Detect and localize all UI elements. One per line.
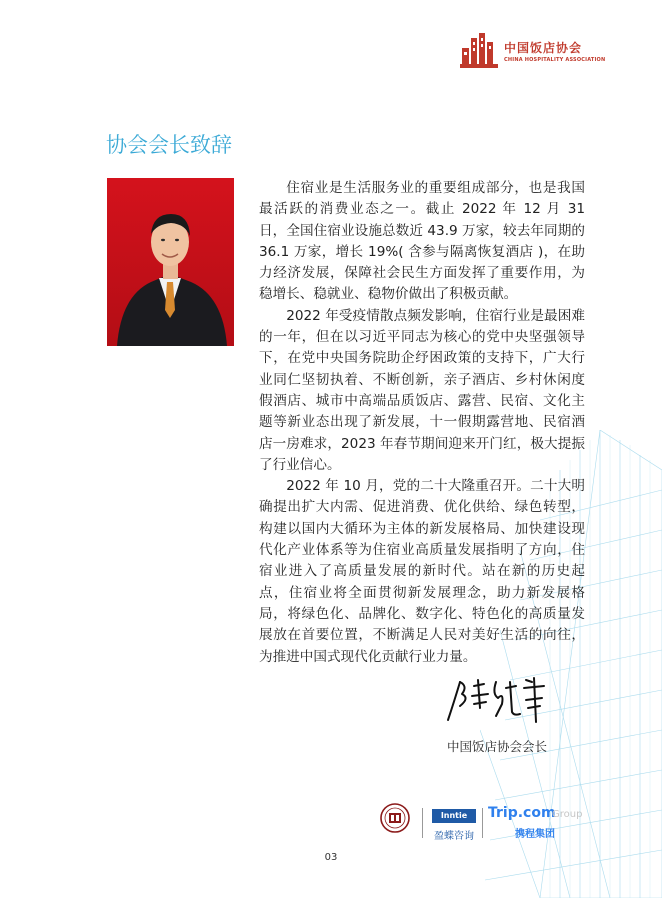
association-logo-mark [460,30,500,70]
president-portrait [107,178,234,346]
tripcom-name-cn: 携程集团 [515,829,555,840]
association-logo [460,30,640,74]
sponsor-divider [482,808,483,838]
signer-title: 中国饭店协会会长 [447,739,548,754]
association-name-cn: 中国饭店协会 [504,41,583,55]
university-badge-icon [380,803,410,833]
inntie-name-cn: 盈蝶咨询 [434,831,474,842]
tripcom-logo: Trip.com [488,805,556,821]
speech-paragraph-2: 2022 年受疫情散点频发影响，住宿行业是最困难的一年，但在以习近平同志为核心的党中央坚强领导下，在党中央国务院助企纾困政策的支持下，广大行业同仁坚韧执着、不断创新，亲子酒店、乡村休闲度假酒店、城市中高端品质饭店、露营、民宿、文化主题等新业态出现了新发展，十一假期露营地、民宿酒店一房难求，2023 年春节期间迎来开门红，极大提振了行业信心。 [259,307,585,473]
inntie-logo: Inntie [432,809,476,823]
speech-paragraph-3: 2022 年 10 月，党的二十大隆重召开。二十大明确提出扩大内需、促进消费、优化供给、绿色转型，构建以国内大循环为主体的新发展格局、加快建设现代化产业体系等为住宿业高质量发展指明了方向，住宿业进入了高质量发展的新时代。站在新的历史起点，住宿业将全面贯彻新发展理念，助力新发展格局，将绿色化、品牌化、数字化、特色化的高质量发展放在首要位置，不断满足人民对美好生活的向往，为推进中国式现代化贡献行业力量。 [259,478,585,665]
association-name-en: CHINA HOSPITALITY ASSOCIATION [504,57,606,63]
speech-body [259,178,585,668]
page-heading: 协会会长致辞 [106,133,232,157]
tripcom-group-text: Group [552,809,583,820]
sponsor-divider [422,808,423,838]
page-number: 03 [324,852,338,863]
handwritten-signature [440,672,555,732]
sponsor-logos [370,800,610,848]
speech-paragraph-1: 住宿业是生活服务业的重要组成部分，也是我国最活跃的消费业态之一。截止 2022 年 12 月 31 日，全国住宿业设施总数近 43.9 万家，较去年同期的 36.1 万家，增长 19%( 含参与隔离恢复酒店 )，在助力经济发展，保障社会民生方面发挥了重要作用，为稳增长、稳就业、稳物价做出了积极贡献。 [259,180,585,303]
